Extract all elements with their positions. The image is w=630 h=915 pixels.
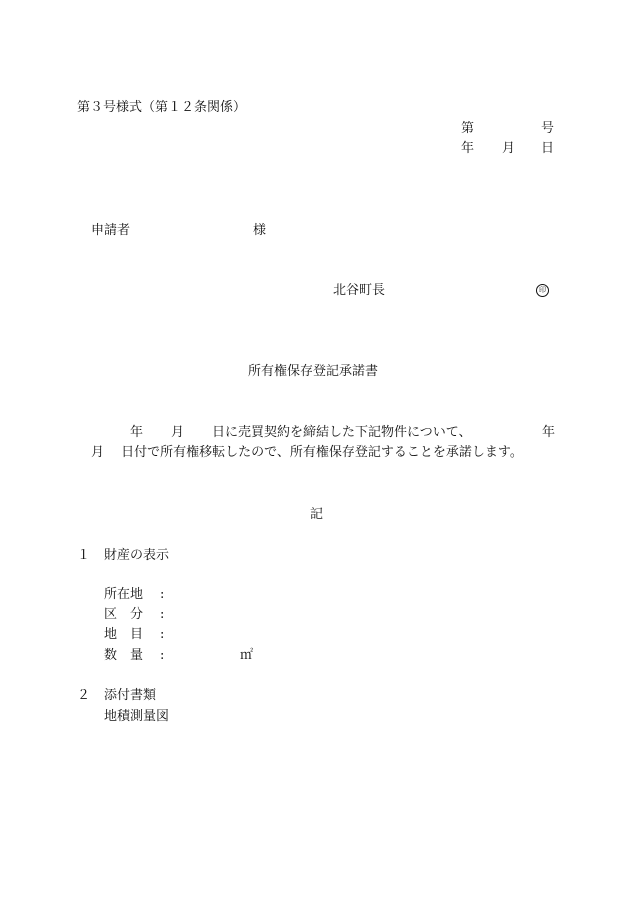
section2-item: 地積測量図 bbox=[104, 709, 170, 724]
section1-heading: 財産の表示 bbox=[104, 548, 170, 563]
applicant-label: 申請者 bbox=[91, 223, 131, 238]
issuer-title: 北谷町長 bbox=[333, 283, 386, 298]
document-title: 所有権保存登記承諾書 bbox=[248, 364, 379, 379]
date-day: 日 bbox=[541, 141, 555, 156]
row-colon-category: : bbox=[160, 607, 165, 622]
body-year1: 年 bbox=[130, 425, 144, 440]
row-label-land-type: 地 目 bbox=[104, 627, 144, 642]
seal-mark: 印 bbox=[536, 284, 549, 297]
date-month: 月 bbox=[502, 141, 516, 156]
doc-number-suffix: 号 bbox=[541, 121, 555, 136]
row-colon-land-type: : bbox=[160, 627, 165, 642]
row-label-quantity: 数 量 bbox=[104, 648, 144, 663]
date-year: 年 bbox=[461, 141, 475, 156]
body-month1: 月 bbox=[171, 425, 185, 440]
row-unit-quantity: ㎡ bbox=[240, 648, 254, 663]
row-colon-location: : bbox=[160, 587, 165, 602]
body-line2: 月 日付で所有権移転したので、所有権保存登記することを承諾します。 bbox=[91, 445, 523, 460]
body-year2: 年 bbox=[542, 425, 556, 440]
row-label-category: 区 分 bbox=[104, 607, 144, 622]
ki-heading: 記 bbox=[310, 507, 324, 522]
form-label: 第３号様式（第１２条関係） bbox=[77, 100, 247, 115]
section2-number: ２ bbox=[77, 688, 91, 703]
doc-number-prefix: 第 bbox=[461, 121, 475, 136]
body-rest1: 日に売買契約を締結した下記物件について、 bbox=[212, 425, 472, 440]
row-label-location: 所在地 bbox=[104, 587, 144, 602]
applicant-honorific: 様 bbox=[253, 223, 267, 238]
row-colon-quantity: : bbox=[160, 648, 165, 663]
section2-heading: 添付書類 bbox=[104, 688, 157, 703]
section1-number: １ bbox=[77, 548, 91, 563]
